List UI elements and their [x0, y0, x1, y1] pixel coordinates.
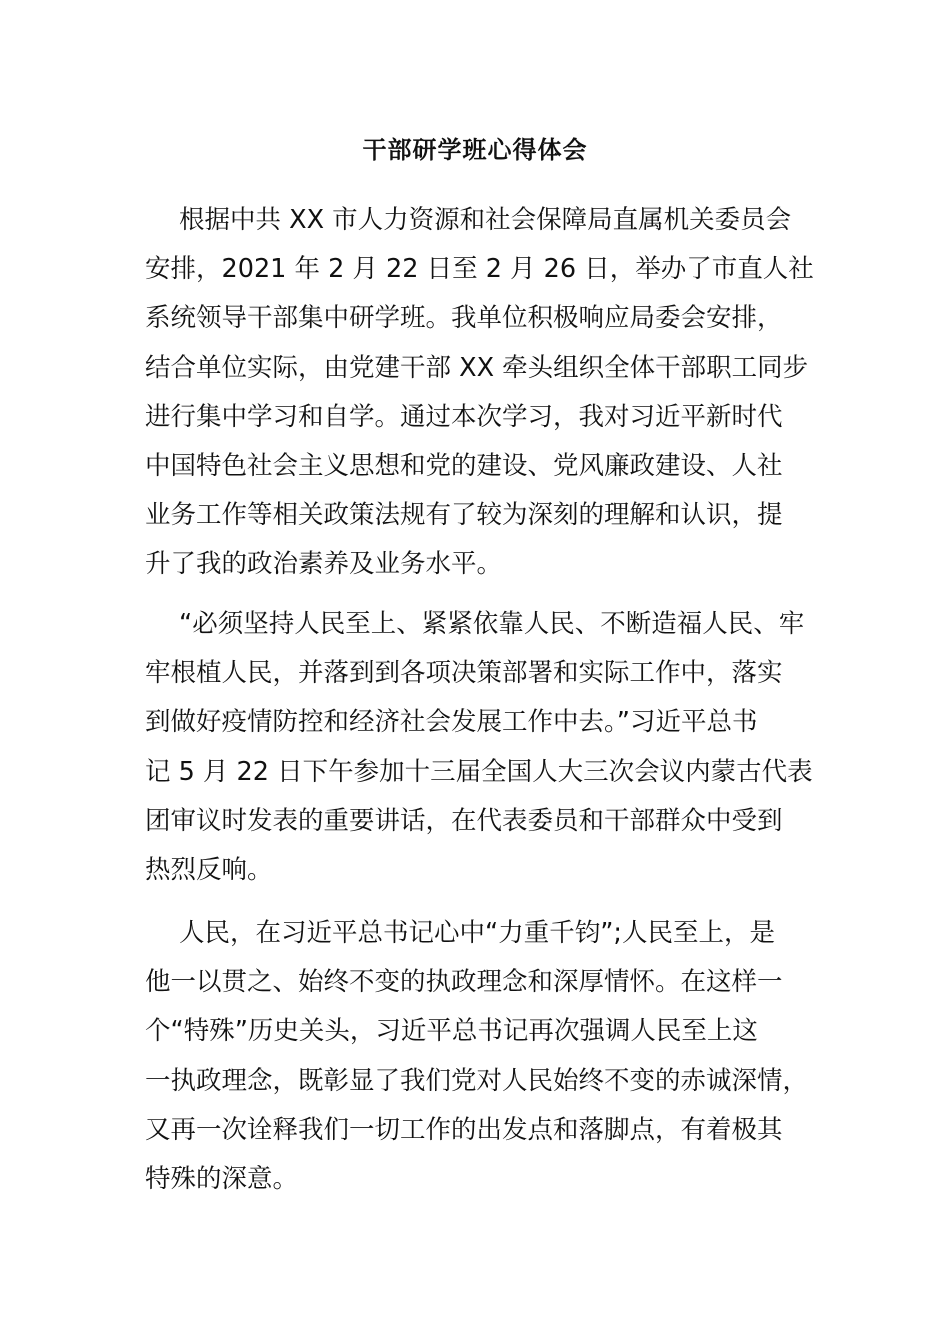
paragraph-3	[145, 909, 808, 1204]
paragraph-line: 业务工作等相关政策法规有了较为深刻的理解和认识，提	[145, 500, 783, 531]
document-title: 干部研学班心得体会	[362, 136, 588, 164]
paragraph-line: 进行集中学习和自学。通过本次学习，我对习近平新时代	[145, 401, 783, 432]
paragraph-2	[145, 600, 813, 895]
paragraph-line: 特殊的深意。	[145, 1163, 299, 1194]
paragraph-line: 记 5 月 22 日下午参加十三届全国人大三次会议内蒙古代表	[145, 756, 813, 787]
paragraph-line: 根据中共 XX 市人力资源和社会保障局直属机关委员会	[179, 205, 792, 235]
paragraph-line: 结合单位实际，由党建干部 XX 牵头组织全体干部职工同步	[145, 352, 809, 383]
paragraph-line: 安排，2021 年 2 月 22 日至 2 月 26 日，举办了市直人社	[145, 254, 814, 285]
paragraph-line: 又再一次诠释我们一切工作的出发点和落脚点，有着极其	[145, 1114, 783, 1145]
paragraph-line: 他一以贯之、始终不变的执政理念和深厚情怀。在这样一	[145, 967, 783, 998]
paragraph-line: “必须坚持人民至上、紧紧依靠人民、不断造福人民、牢	[179, 609, 805, 639]
paragraph-line: 升了我的政治素养及业务水平。	[145, 549, 503, 580]
paragraph-1	[145, 196, 814, 590]
paragraph-line: 系统领导干部集中研学班。我单位积极响应局委会安排，	[145, 303, 783, 334]
paragraph-line: 热烈反响。	[145, 854, 273, 885]
paragraph-line: 到做好疫情防控和经济社会发展工作中去。”习近平总书	[145, 707, 758, 738]
paragraph-line: 中国特色社会主义思想和党的建设、党风廉政建设、人社	[145, 450, 783, 481]
paragraph-line: 团审议时发表的重要讲话，在代表委员和干部群众中受到	[145, 805, 783, 836]
paragraph-line: 个“特殊”历史关头，习近平总书记再次强调人民至上这	[145, 1016, 758, 1047]
paragraph-line: 人民，在习近平总书记心中“力重千钧”;人民至上，是	[179, 918, 776, 948]
paragraph-line: 牢根植人民，并落到到各项决策部署和实际工作中，落实	[145, 658, 783, 689]
paragraph-line: 一执政理念，既彰显了我们党对人民始终不变的赤诚深情，	[145, 1065, 809, 1096]
